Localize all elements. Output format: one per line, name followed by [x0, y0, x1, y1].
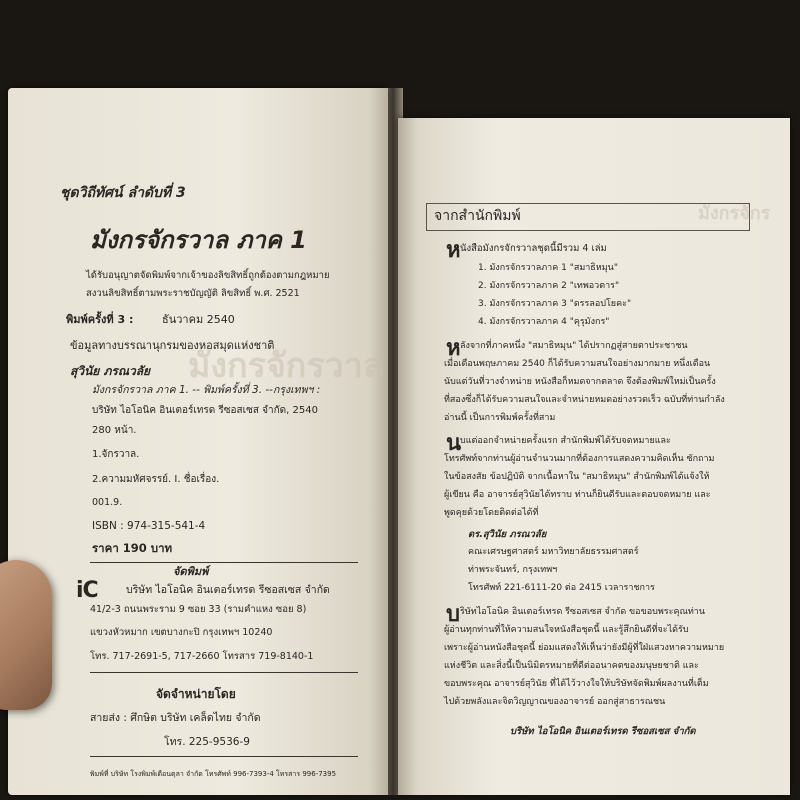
contact-faculty: คณะเศรษฐศาสตร์ มหาวิทยาลัยธรรมศาสตร์ — [468, 547, 639, 557]
paragraph-line: นับแต่วันที่วางจำหน่าย หนังสือก็หมดจากตลาด จึงต้องพิมพ์ใหม่เป็นครั้ง — [444, 377, 716, 387]
paragraph-line: ริษัทไอโอนิค อินเตอร์เทรด รีซอสเซส จำกัด ขอขอบพระคุณท่าน — [460, 607, 705, 617]
price: ราคา 190 บาท — [92, 541, 173, 555]
paragraph-line: โทรศัพท์จากท่านผู้อ่านจำนวนมากที่ต้องการแสดงความคิดเห็น ซักถาม — [444, 454, 715, 464]
book-list-item: 3. มังกรจักรวาลภาค 3 "ดรรลอปโยคะ" — [478, 299, 632, 309]
signature-line: บริษัท ไอโอนิค อินเตอร์เทรด รีซอสเซส จำกัด — [510, 726, 696, 737]
paragraph-line: บแต่ออกจำหน่ายครั้งแรก สำนักพิมพ์ได้รับจดหมายและ — [460, 436, 671, 446]
publisher-company: บริษัท ไอโอนิค อินเตอร์เทรด รีซอสเซส จำกัด — [126, 584, 330, 596]
book-title: มังกรจักรวาล ภาค 1 — [90, 226, 307, 254]
paragraph-line: ขอบพระคุณ อาจารย์สุวินัย ที่ได้ไว้วางใจให้บริษัทจัดพิมพ์ผลงานที่เต็ม — [444, 679, 709, 689]
bleed-through-text: มังกรจักรวาล — [188, 346, 384, 386]
divider-line — [90, 672, 358, 673]
thumb — [0, 560, 52, 710]
paragraph-line: แห่งชีวิต และสิ่งนี้เป็นนิมิตรหมายที่ดีต่ออนาคตของมนุษยชาติ และ — [444, 661, 699, 671]
publisher-phone: โทร. 717-2691-5, 717-2660 โทรสาร 719-8140-1 — [90, 651, 314, 662]
book-list-item: 4. มังกรจักรวาลภาค 4 "คุรุมังกร" — [478, 317, 610, 327]
catalog-heading: ข้อมูลทางบรรณานุกรมของหอสมุดแห่งชาติ — [70, 339, 275, 352]
paragraph-line: ในข้อสงสัย ข้อปฏิบัติ จากเนื้อหาใน "สมาธิหมุน" สำนักพิมพ์ได้แจ้งให้ — [444, 472, 710, 482]
paragraph-line: ลังจากที่ภาคหนึ่ง "สมาธิหมุน" ได้ปรากฏสู่สายตาประชาชน — [460, 341, 688, 351]
license-line-1: ได้รับอนุญาตจัดพิมพ์จากเจ้าของลิขสิทธิ์ถูกต้องตามกฎหมาย — [86, 270, 330, 281]
paragraph-line: พูดคุยด้วยโดยติดต่อได้ที่ — [444, 508, 539, 518]
drop-cap: ห — [446, 238, 461, 263]
catalog-class-number: 001.9. — [92, 497, 123, 508]
divider-line — [90, 562, 358, 563]
publisher-label: จัดพิมพ์ — [173, 565, 209, 578]
isbn: ISBN : 974-315-541-4 — [92, 520, 206, 532]
paragraph-line: ผู้อ่านทุกท่านที่ให้ความสนใจหนังสือชุดนี้ และรู้สึกยินดีที่จะได้รับ — [444, 625, 689, 635]
catalog-author: สุวินัย ภรณวลัย — [70, 364, 151, 378]
distributor-label: จัดจำหน่ายโดย — [156, 687, 236, 701]
distributor-phone: โทร. 225-9536-9 — [164, 736, 250, 748]
book-list-item: 1. มังกรจักรวาลภาค 1 "สมาธิหมุน" — [478, 263, 618, 273]
paragraph-line: ที่สองซึ่งก็ได้รับความสนใจและจำหน่ายหมดอย่างรวดเร็ว ฉบับที่ท่านกำลัง — [444, 395, 725, 405]
publisher-address-2: แขวงหัวหมาก เขตบางกะปิ กรุงเทพฯ 10240 — [90, 627, 273, 638]
book-list-item: 2. มังกรจักรวาลภาค 2 "เทพอวตาร" — [478, 281, 620, 291]
contact-phone: โทรศัพท์ 221-6111-20 ต่อ 2415 เวลาราชการ — [468, 583, 655, 593]
printer-line: พิมพ์ที่ บริษัท โรงพิมพ์เดือนตุลา จำกัด โทรศัพท์ 996-7393-4 โทรสาร 996-7395 — [90, 770, 337, 778]
left-page — [8, 88, 388, 795]
edition-label: พิมพ์ครั้งที่ 3 : — [66, 313, 134, 326]
drop-cap: ห — [446, 336, 461, 361]
paragraph-line: อ่านนี้ เป็นการพิมพ์ครั้งที่สาม — [444, 413, 556, 423]
license-line-2: สงวนลิขสิทธิ์ตามพระราชบัญญัติ ลิขสิทธิ์ พ.ศ. 2521 — [86, 288, 300, 299]
catalog-publisher: บริษัท ไอโอนิค อินเตอร์เทรด รีซอสเซส จำกัด, 2540 — [92, 405, 318, 416]
drop-cap: น — [446, 431, 462, 456]
catalog-title: มังกรจักรวาล ภาค 1. -- พิมพ์ครั้งที่ 3. --กรุงเทพฯ : — [92, 384, 321, 396]
paragraph-line: ไปด้วยพลังและจิตวิญญาณของอาจารย์ ออกสู่สาธารณชน — [444, 697, 666, 707]
paragraph-line: ผู้เขียน คือ อาจารย์สุวินัยได้ทราบ ท่านก็ยินดีรับและตอบจดหมาย และ — [444, 490, 711, 500]
distributor-line: สายส่ง : ศึกษิต บริษัท เคล็ดไทย จำกัด — [90, 712, 261, 724]
right-page — [398, 118, 790, 795]
series-label: ชุดวิถีทัศน์ ลำดับที่ 3 — [60, 185, 186, 201]
divider-line — [90, 756, 358, 757]
publisher-address-1: 41/2-3 ถนนพระราม 9 ซอย 33 (รามคำแหง ซอย 8) — [90, 604, 307, 615]
paragraph-line: เพราะผู้อ่านหนังสือชุดนี้ ย่อมแสดงให้เห็นว่ายังมีผู้ที่ใฝ่แสวงหาความหมาย — [444, 643, 725, 653]
bleed-through-text: มังกรจักร — [698, 203, 771, 224]
intro-text: นังสือมังกรจักรวาลชุดนี้มีรวม 4 เล่ม — [460, 243, 607, 254]
contact-name: ดร.สุวินัย ภรณวลัย — [468, 529, 547, 540]
paragraph-line: เมื่อเดือนพฤษภาคม 2540 ก็ได้รับความสนใจอย่างมากมาย หนึ่งเดือน — [444, 359, 711, 369]
catalog-subject-2: 2.ความมหัศจรรย์. I. ชื่อเรื่อง. — [92, 474, 220, 485]
edition-date: ธันวาคม 2540 — [162, 313, 235, 326]
catalog-pages: 280 หน้า. — [92, 425, 137, 436]
catalog-subject-1: 1.จักรวาล. — [92, 449, 140, 460]
contact-place: ท่าพระจันทร์, กรุงเทพฯ — [468, 565, 558, 575]
publisher-logo: iC — [76, 578, 98, 603]
section-heading: จากสำนักพิมพ์ — [434, 208, 521, 224]
drop-cap: บ — [446, 602, 460, 627]
